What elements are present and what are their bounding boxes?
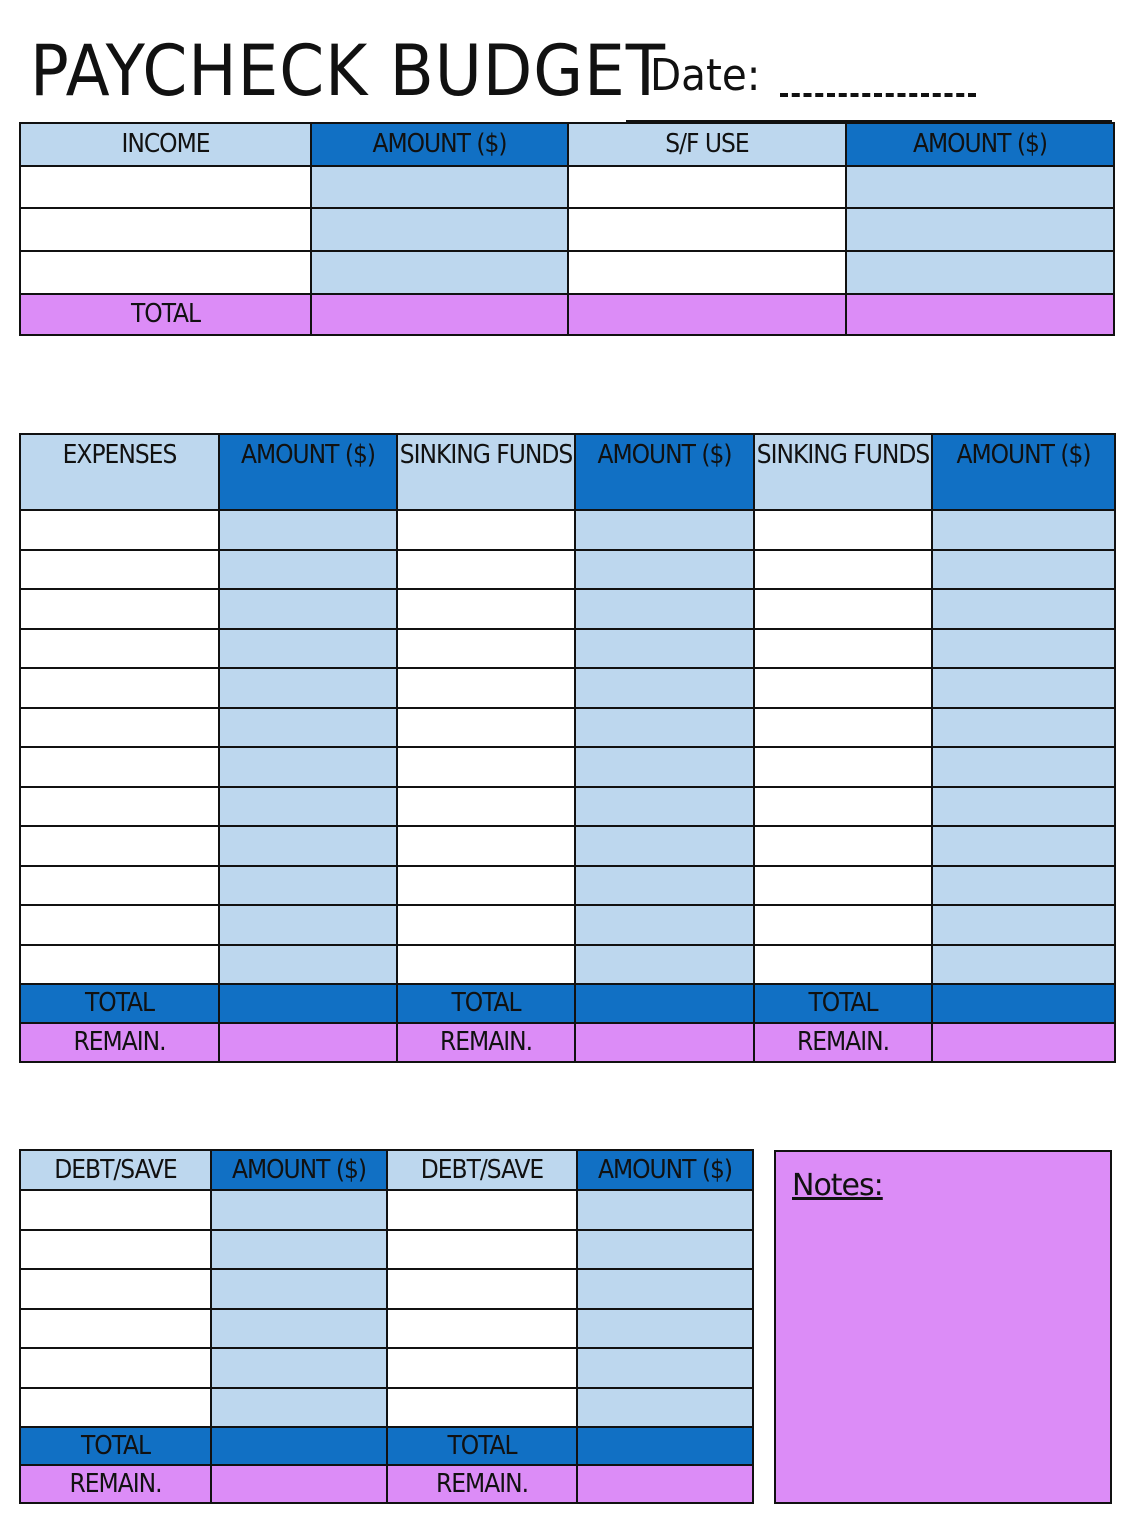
remain-label: REMAIN. bbox=[397, 1023, 575, 1062]
amount-cell[interactable] bbox=[577, 1190, 753, 1230]
total-row bbox=[20, 294, 1114, 335]
amount-cell[interactable] bbox=[311, 208, 568, 251]
amount-cell[interactable] bbox=[219, 708, 397, 748]
amount-cell[interactable] bbox=[575, 866, 754, 906]
sinking-fund-cell[interactable] bbox=[754, 826, 932, 866]
income-cell[interactable] bbox=[20, 208, 311, 251]
expenses-amount-header: AMOUNT ($) bbox=[219, 434, 397, 510]
amount-cell[interactable] bbox=[575, 629, 754, 669]
table-row bbox=[20, 1309, 753, 1349]
amount-cell[interactable] bbox=[932, 589, 1115, 629]
amount-cell[interactable] bbox=[575, 787, 754, 827]
sinking-fund-cell[interactable] bbox=[397, 550, 575, 590]
total-cell[interactable] bbox=[932, 984, 1115, 1023]
sinking-fund-cell[interactable] bbox=[754, 708, 932, 748]
table-row bbox=[20, 1230, 753, 1270]
amount-cell[interactable] bbox=[211, 1230, 387, 1270]
amount-cell[interactable] bbox=[219, 589, 397, 629]
sinking-fund-cell[interactable] bbox=[397, 826, 575, 866]
expense-cell[interactable] bbox=[20, 708, 219, 748]
expense-cell[interactable] bbox=[20, 905, 219, 945]
debt-save-cell[interactable] bbox=[387, 1269, 577, 1309]
table-row bbox=[20, 550, 1115, 590]
income-table bbox=[19, 122, 1115, 336]
expense-cell[interactable] bbox=[20, 589, 219, 629]
sinking-fund-cell[interactable] bbox=[397, 510, 575, 550]
sf-amount-header: AMOUNT ($) bbox=[846, 123, 1114, 166]
remain-cell[interactable] bbox=[211, 1465, 387, 1503]
sinking-fund-cell[interactable] bbox=[397, 787, 575, 827]
sinking-fund-cell[interactable] bbox=[397, 747, 575, 787]
amount-cell[interactable] bbox=[575, 589, 754, 629]
debt-amount-header-2: AMOUNT ($) bbox=[577, 1150, 753, 1190]
amount-cell[interactable] bbox=[211, 1348, 387, 1388]
sinking-fund-cell[interactable] bbox=[397, 589, 575, 629]
amount-cell[interactable] bbox=[846, 208, 1114, 251]
amount-cell[interactable] bbox=[575, 826, 754, 866]
amount-cell[interactable] bbox=[219, 866, 397, 906]
sf-use-cell[interactable] bbox=[568, 251, 846, 294]
amount-cell[interactable] bbox=[575, 945, 754, 985]
amount-cell[interactable] bbox=[575, 510, 754, 550]
amount-cell[interactable] bbox=[219, 747, 397, 787]
amount-cell[interactable] bbox=[219, 668, 397, 708]
sinking-fund-cell[interactable] bbox=[754, 550, 932, 590]
remain-label: REMAIN. bbox=[387, 1465, 577, 1503]
table-row bbox=[20, 866, 1115, 906]
notes-label: Notes: bbox=[792, 1168, 883, 1203]
amount-cell[interactable] bbox=[211, 1388, 387, 1428]
total-cell[interactable] bbox=[311, 294, 568, 335]
notes-box[interactable] bbox=[774, 1150, 1112, 1504]
total-cell[interactable] bbox=[577, 1427, 753, 1465]
debt-save-cell[interactable] bbox=[387, 1348, 577, 1388]
sinking-fund-cell[interactable] bbox=[397, 629, 575, 669]
amount-cell[interactable] bbox=[932, 708, 1115, 748]
amount-cell[interactable] bbox=[577, 1309, 753, 1349]
amount-cell[interactable] bbox=[932, 826, 1115, 866]
table-row bbox=[20, 589, 1115, 629]
amount-cell[interactable] bbox=[846, 166, 1114, 208]
total-row bbox=[20, 1427, 753, 1465]
amount-cell[interactable] bbox=[932, 629, 1115, 669]
remain-cell[interactable] bbox=[219, 1023, 397, 1062]
table-row bbox=[20, 905, 1115, 945]
amount-cell[interactable] bbox=[211, 1269, 387, 1309]
table-row bbox=[20, 251, 1114, 294]
sinking-fund-cell[interactable] bbox=[754, 510, 932, 550]
date-field[interactable] bbox=[780, 93, 976, 97]
expense-cell[interactable] bbox=[20, 826, 219, 866]
sinking-fund-cell[interactable] bbox=[754, 945, 932, 985]
expense-cell[interactable] bbox=[20, 747, 219, 787]
total-label: TOTAL bbox=[20, 294, 311, 335]
total-cell[interactable] bbox=[846, 294, 1114, 335]
amount-cell[interactable] bbox=[932, 905, 1115, 945]
remain-cell[interactable] bbox=[575, 1023, 754, 1062]
amount-cell[interactable] bbox=[932, 668, 1115, 708]
sinking-fund-cell[interactable] bbox=[397, 866, 575, 906]
amount-cell[interactable] bbox=[575, 905, 754, 945]
table-row bbox=[20, 1269, 753, 1309]
income-header: INCOME bbox=[20, 123, 311, 166]
sinking-fund-cell[interactable] bbox=[754, 668, 932, 708]
debt-save-cell[interactable] bbox=[20, 1309, 211, 1349]
debt-save-cell[interactable] bbox=[387, 1190, 577, 1230]
amount-cell[interactable] bbox=[219, 787, 397, 827]
table-row bbox=[20, 208, 1114, 251]
sinking-fund-cell[interactable] bbox=[754, 747, 932, 787]
amount-cell[interactable] bbox=[211, 1190, 387, 1230]
income-cell[interactable] bbox=[20, 251, 311, 294]
income-amount-header: AMOUNT ($) bbox=[311, 123, 568, 166]
amount-cell[interactable] bbox=[219, 905, 397, 945]
table-row bbox=[20, 510, 1115, 550]
remain-label: REMAIN. bbox=[20, 1023, 219, 1062]
debt-save-cell[interactable] bbox=[20, 1269, 211, 1309]
amount-cell[interactable] bbox=[575, 708, 754, 748]
sinking-fund-cell[interactable] bbox=[397, 668, 575, 708]
debt-save-cell[interactable] bbox=[387, 1388, 577, 1428]
amount-cell[interactable] bbox=[577, 1388, 753, 1428]
amount-cell[interactable] bbox=[577, 1348, 753, 1388]
total-label: TOTAL bbox=[20, 984, 219, 1023]
total-row bbox=[20, 984, 1115, 1023]
total-label: TOTAL bbox=[387, 1427, 577, 1465]
remain-label: REMAIN. bbox=[754, 1023, 932, 1062]
expenses-header: EXPENSES bbox=[20, 434, 219, 510]
total-cell[interactable] bbox=[219, 984, 397, 1023]
remain-row bbox=[20, 1465, 753, 1503]
sinking-funds-header-2: SINKING FUNDS bbox=[754, 434, 932, 510]
total-cell[interactable] bbox=[211, 1427, 387, 1465]
sinking-amount-header: AMOUNT ($) bbox=[575, 434, 754, 510]
amount-cell[interactable] bbox=[577, 1230, 753, 1270]
amount-cell[interactable] bbox=[932, 510, 1115, 550]
expenses-table bbox=[19, 433, 1116, 1063]
expense-cell[interactable] bbox=[20, 945, 219, 985]
amount-cell[interactable] bbox=[932, 866, 1115, 906]
table-row bbox=[20, 166, 1114, 208]
amount-cell[interactable] bbox=[575, 747, 754, 787]
expense-cell[interactable] bbox=[20, 787, 219, 827]
total-cell[interactable] bbox=[568, 294, 846, 335]
sinking-fund-cell[interactable] bbox=[754, 866, 932, 906]
sinking-fund-cell[interactable] bbox=[397, 945, 575, 985]
sinking-funds-header: SINKING FUNDS bbox=[397, 434, 575, 510]
amount-cell[interactable] bbox=[219, 550, 397, 590]
sinking-fund-cell[interactable] bbox=[397, 905, 575, 945]
sf-use-cell[interactable] bbox=[568, 208, 846, 251]
table-row bbox=[20, 945, 1115, 985]
debt-save-cell[interactable] bbox=[20, 1388, 211, 1428]
expense-cell[interactable] bbox=[20, 629, 219, 669]
amount-cell[interactable] bbox=[575, 668, 754, 708]
amount-cell[interactable] bbox=[932, 787, 1115, 827]
total-label: TOTAL bbox=[397, 984, 575, 1023]
remain-label: REMAIN. bbox=[20, 1465, 211, 1503]
sinking-fund-cell[interactable] bbox=[754, 629, 932, 669]
amount-cell[interactable] bbox=[932, 945, 1115, 985]
amount-cell[interactable] bbox=[311, 166, 568, 208]
table-row bbox=[20, 668, 1115, 708]
amount-cell[interactable] bbox=[577, 1269, 753, 1309]
amount-cell[interactable] bbox=[219, 510, 397, 550]
table-row bbox=[20, 1348, 753, 1388]
sinking-fund-cell[interactable] bbox=[754, 905, 932, 945]
table-row bbox=[20, 787, 1115, 827]
income-cell[interactable] bbox=[20, 166, 311, 208]
table-row bbox=[20, 826, 1115, 866]
sinking-amount-header-2: AMOUNT ($) bbox=[932, 434, 1115, 510]
debt-save-cell[interactable] bbox=[20, 1190, 211, 1230]
amount-cell[interactable] bbox=[211, 1309, 387, 1349]
sf-use-cell[interactable] bbox=[568, 166, 846, 208]
amount-cell[interactable] bbox=[932, 747, 1115, 787]
sinking-fund-cell[interactable] bbox=[754, 589, 932, 629]
total-label: TOTAL bbox=[754, 984, 932, 1023]
sinking-fund-cell[interactable] bbox=[754, 787, 932, 827]
total-label: TOTAL bbox=[20, 1427, 211, 1465]
sinking-fund-cell[interactable] bbox=[397, 708, 575, 748]
table-row bbox=[20, 747, 1115, 787]
debt-amount-header: AMOUNT ($) bbox=[211, 1150, 387, 1190]
expense-cell[interactable] bbox=[20, 510, 219, 550]
remain-cell[interactable] bbox=[577, 1465, 753, 1503]
expense-cell[interactable] bbox=[20, 550, 219, 590]
amount-cell[interactable] bbox=[219, 826, 397, 866]
amount-cell[interactable] bbox=[219, 945, 397, 985]
amount-cell[interactable] bbox=[219, 629, 397, 669]
debt-save-table bbox=[19, 1149, 754, 1504]
debt-save-cell[interactable] bbox=[387, 1230, 577, 1270]
debt-save-header: DEBT/SAVE bbox=[20, 1150, 211, 1190]
sf-use-header: S/F USE bbox=[568, 123, 846, 166]
table-row bbox=[20, 1190, 753, 1230]
page-title: PAYCHECK BUDGET bbox=[30, 30, 666, 112]
remain-cell[interactable] bbox=[932, 1023, 1115, 1062]
amount-cell[interactable] bbox=[575, 550, 754, 590]
amount-cell[interactable] bbox=[311, 251, 568, 294]
remain-row bbox=[20, 1023, 1115, 1062]
debt-save-cell[interactable] bbox=[387, 1309, 577, 1349]
amount-cell[interactable] bbox=[932, 550, 1115, 590]
debt-save-header-2: DEBT/SAVE bbox=[387, 1150, 577, 1190]
table-row bbox=[20, 708, 1115, 748]
table-row bbox=[20, 1388, 753, 1428]
table-row bbox=[20, 629, 1115, 669]
debt-save-cell[interactable] bbox=[20, 1230, 211, 1270]
total-cell[interactable] bbox=[575, 984, 754, 1023]
amount-cell[interactable] bbox=[846, 251, 1114, 294]
expense-cell[interactable] bbox=[20, 668, 219, 708]
debt-save-cell[interactable] bbox=[20, 1348, 211, 1388]
date-label: Date: bbox=[650, 50, 761, 101]
expense-cell[interactable] bbox=[20, 866, 219, 906]
